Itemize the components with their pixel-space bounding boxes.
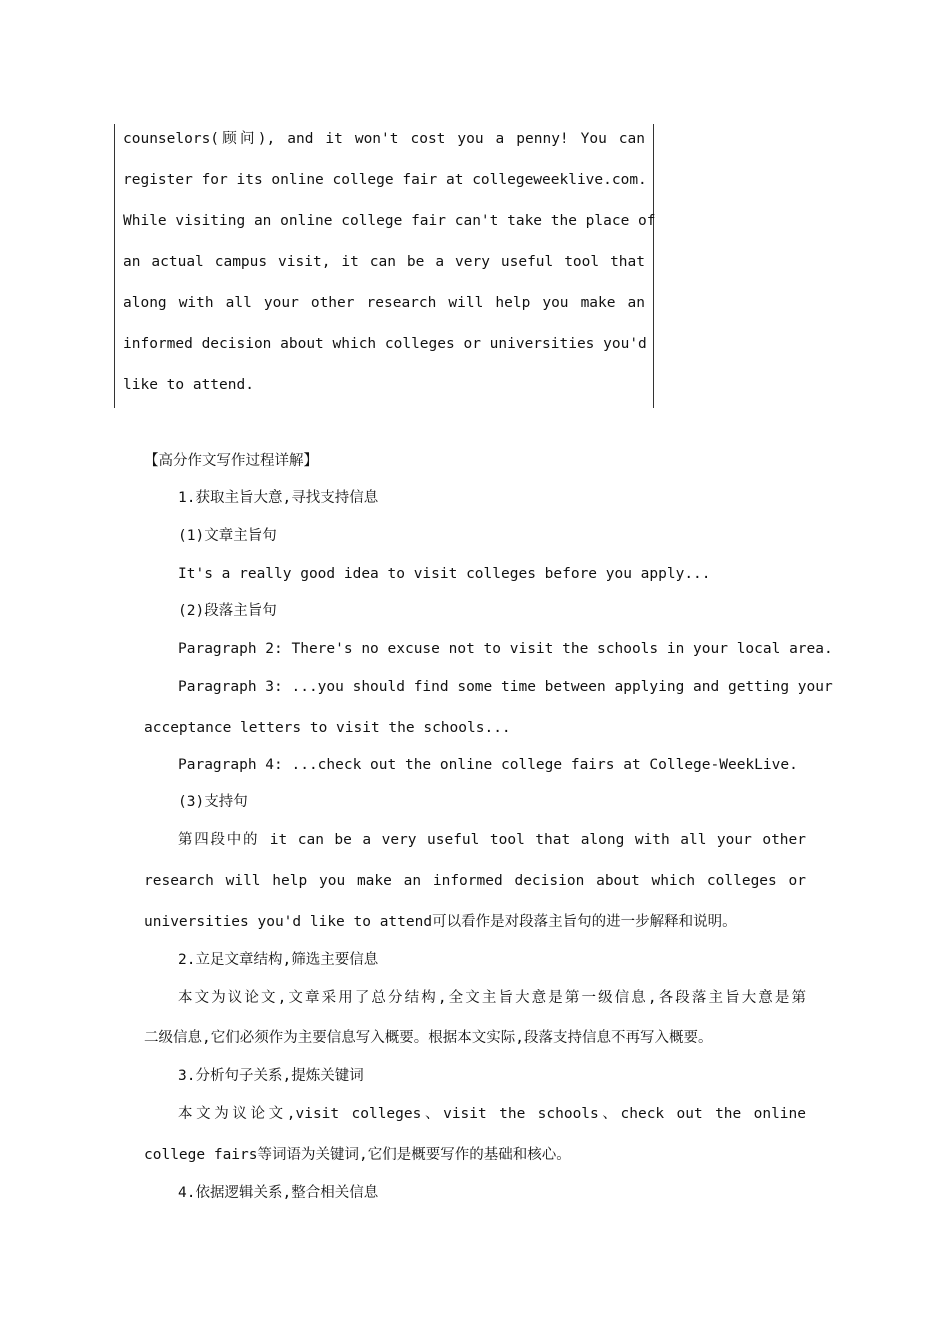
step3-heading: 3.分析句子关系,提炼关键词 xyxy=(178,1068,364,1084)
passage-line: counselors(顾问), and it won't cost you a penny! You can xyxy=(123,131,645,147)
support-line1: 第四段中的 it can be a very useful tool that along with all your other xyxy=(178,832,806,848)
support-line3: universities you'd like to attend可以看作是对段落主旨句的进一步解释和说明。 xyxy=(144,914,737,930)
passage-line: along with all your other research will help you make an xyxy=(123,295,645,311)
passage-line: register for its online college fair at collegeweeklive.com. xyxy=(123,172,647,188)
step2-line1: 本文为议论文,文章采用了总分结构,全文主旨大意是第一级信息,各段落主旨大意是第 xyxy=(178,990,806,1006)
step1-heading: 1.获取主旨大意,寻找支持信息 xyxy=(178,490,379,506)
paragraph4-topic: Paragraph 4: ...check out the online college fairs at College-WeekLive. xyxy=(178,757,798,773)
step1-sub2: (2)段落主旨句 xyxy=(178,603,277,619)
passage-line: an actual campus visit, it can be a very useful tool that xyxy=(123,254,645,270)
step3-line2: college fairs等词语为关键词,它们是概要写作的基础和核心。 xyxy=(144,1147,571,1163)
step4-heading: 4.依据逻辑关系,整合相关信息 xyxy=(178,1185,379,1201)
step2-line2: 二级信息,它们必须作为主要信息写入概要。根据本文实际,段落支持信息不再写入概要。 xyxy=(144,1030,713,1046)
step1-sub1: (1)文章主旨句 xyxy=(178,528,277,544)
support-line2: research will help you make an informed decision about which colleges or xyxy=(144,873,806,889)
passage-line: informed decision about which colleges or universities you'd xyxy=(123,336,647,352)
step2-heading: 2.立足文章结构,筛选主要信息 xyxy=(178,952,379,968)
paragraph3-topic-line2: acceptance letters to visit the schools... xyxy=(144,720,511,736)
step1-sub3: (3)支持句 xyxy=(178,794,248,810)
step3-line1: 本文为议论文,visit colleges、visit the schools、check out the online xyxy=(178,1106,806,1122)
quoted-passage-box xyxy=(114,124,654,408)
section-title: 【高分作文写作过程详解】 xyxy=(144,453,318,469)
passage-line: like to attend. xyxy=(123,377,254,393)
paragraph3-topic-line1: Paragraph 3: ...you should find some time between applying and getting your xyxy=(178,679,833,695)
step1-sub1-text: It's a really good idea to visit colleges before you apply... xyxy=(178,566,711,582)
passage-line: While visiting an online college fair can't take the place of xyxy=(123,213,656,229)
paragraph2-topic: Paragraph 2: There's no excuse not to visit the schools in your local area. xyxy=(178,641,833,657)
